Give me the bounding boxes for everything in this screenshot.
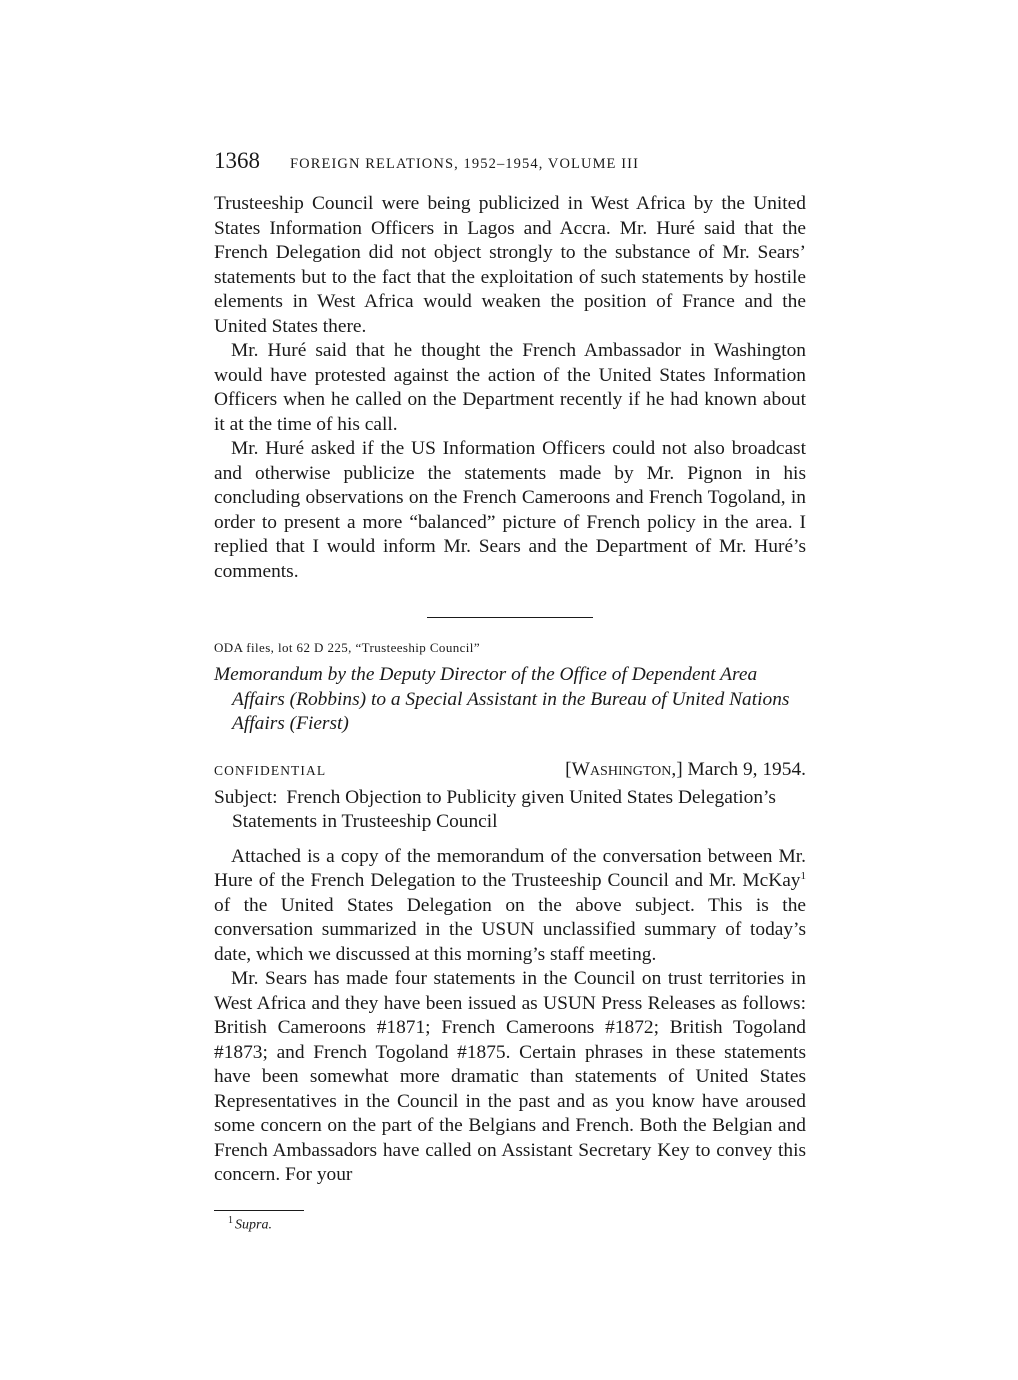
body-paragraph: Mr. Huré asked if the US Information Officers could not also broadcast and otherwise publicize the statements made by Mr. Pignon in his concluding observations on the French Cameroons and French Togoland, in order to present a more “balanced” picture of French policy in the area. I replied that I would inform Mr. Sears and the Department of Mr. Huré’s comments.: [214, 438, 806, 582]
document-date: [565, 759, 806, 781]
paragraph-text: of the United States Delegation on the above subject. This is the conversation summarized in the USUN unclassified summary of today’s date, which we discussed at this morning’s staff meeting.: [214, 894, 806, 965]
footnote-mark: 1: [228, 1214, 233, 1226]
body-paragraph: Mr. Huré said that he thought the French Ambassador in Washington would have protested against the action of the United States Information Officers when he called on the Department recently if he had known about it at the time of his call.: [214, 340, 806, 435]
date-bracket: [: [565, 758, 572, 780]
footnote: [214, 1215, 806, 1234]
running-header: [214, 148, 806, 178]
subject-text: French Objection to Publicity given United States Delegation’s Statements in Trusteeship Council: [232, 786, 776, 832]
source-note: ODA files, lot 62 D 225, “Trusteeship Council”: [214, 640, 480, 655]
date-text: ,] March 9, 1954.: [671, 758, 806, 780]
page-number: 1368: [214, 148, 260, 173]
document-page: [214, 148, 806, 1233]
body-paragraph: Mr. Sears has made four statements in the Council on trust territories in West Africa and they have been issued as USUN Press Releases as follows: British Cameroons #1871; French Cameroons #1872; British Togoland #1873; and French Togoland #1875. Certain phrases in these statements have been somewhat more dramatic than statements of United States Representatives in the Council in the past and as you know have aroused some concern on the part of the Belgians and French. Both the Belgian and French Ambassadors have called on Assistant Secretary Key to convey this concern. For your: [214, 968, 806, 1185]
date-place: Washington: [571, 758, 672, 780]
document-title: Memorandum by the Deputy Director of the Office of Dependent Area Affairs (Robbins) to a Special Assistant in the Bureau of United Nations Affairs (Fierst): [214, 664, 790, 734]
footnote-divider: [214, 1210, 304, 1211]
paragraph-text: Attached is a copy of the memorandum of the conversation between Mr. Hure of the French Delegation to the Trusteeship Council and Mr. McKay: [214, 845, 806, 891]
classification-label: CONFIDENTIAL: [214, 762, 327, 778]
body-paragraph: [214, 845, 806, 968]
subject-line: [214, 786, 806, 835]
footnote-reference[interactable]: 1: [800, 870, 806, 882]
footnote-text: Supra.: [235, 1217, 272, 1233]
subject-label: Subject:: [214, 786, 278, 808]
section-divider: [427, 617, 593, 618]
body-paragraph: Trusteeship Council were being publicized in West Africa by the United States Information Officers in Lagos and Accra. Mr. Huré said that the French Delegation did not object strongly to the substance of Mr. Sears’ statements but to the fact that the exploitation of such statements by hostile elements in West Africa would weaken the position of France and the United States there.: [214, 193, 806, 337]
running-title: FOREIGN RELATIONS, 1952–1954, VOLUME III: [290, 156, 640, 172]
dateline: [214, 759, 806, 781]
